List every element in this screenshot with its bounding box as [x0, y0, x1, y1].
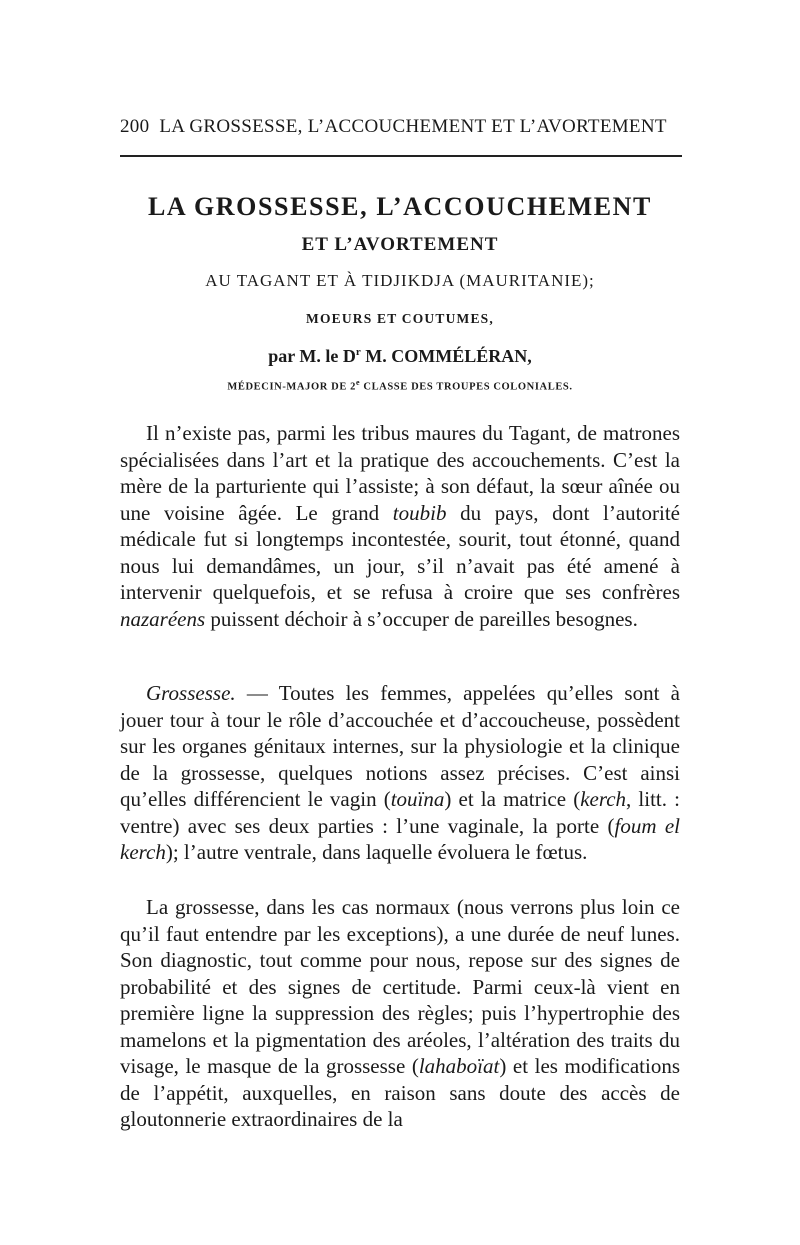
italic-term: nazaréens: [120, 606, 206, 631]
text-run: puissent déchoir à s’occuper de pareilles besognes.: [205, 606, 638, 631]
paragraph-diagnostic: [120, 894, 680, 1133]
text-run: ) et les modifications de l’appétit, auxquelles, en raison sans doute des accès de gloutonnerie extraordinaires de la: [120, 1054, 680, 1131]
italic-term: kerch: [580, 787, 627, 811]
text-run: Il n’existe pas, parmi les tribus maures du Tagant, de matrones spécialisées dans l’art et la pratique des accouchements. C’est la mère de la parturiente qui l’assiste; à son défaut, la sœur aînée ou une voisine âgée. Le grand: [120, 421, 680, 525]
affiliation-sup: e: [356, 378, 361, 387]
running-head-title: LA GROSSESSE, L’ACCOUCHEMENT ET L’AVORTEMENT: [159, 116, 667, 137]
author-byline: [100, 346, 700, 367]
text-run: du pays, dont l’autorité médicale fut si longtemps incontestée, sourit, tout étonné, quand nous lui demandâmes, un jour, s’il n’avait pas été amené à intervenir quelquefois, et se refusa à croire que ses confrères: [120, 500, 680, 604]
page-number: 200: [120, 116, 150, 137]
text-run: La grossesse, dans les cas normaux (nous verrons plus loin ce qu’il faut entendre par les exceptions), a une durée de neuf lunes. Son diagnostic, tout comme pour nous, repose sur des signes de probabilité et des signes de certitude. Parmi ceux-là vient en première ligne la suppression des règles; puis l’hypertrophie des mamelons et la pigmentation des aréoles, l’altération des traits du visage, le masque de la grossesse (: [120, 895, 680, 1078]
header-rule: [120, 155, 682, 157]
running-head: [120, 116, 680, 138]
section-heading: Grossesse.: [146, 681, 236, 705]
author-prefix: par M. le D: [268, 346, 356, 366]
text-run: — Toutes les femmes, appelées qu’elles sont à jouer tour à tour le rôle d’accouchée et d’accoucheuse, possèdent sur les organes génitaux internes, sur la physiologie et la clinique de la grossesse, quelques notions assez précises. C’est ainsi qu’elles différencient le vagin (: [120, 681, 680, 811]
text-run: ); l’autre ventrale, dans laquelle évoluera le fœtus.: [165, 840, 588, 864]
text-run: , litt. : ventre) avec ses deux parties : l’une vaginale, la porte (: [120, 787, 680, 838]
author-affiliation: [100, 378, 700, 393]
italic-term: foum el kerch: [120, 813, 680, 864]
article-subtitle: AU TAGANT ET À TIDJIKDJA (MAURITANIE);: [205, 271, 595, 290]
affiliation-pre: MÉDECIN-MAJOR DE 2: [227, 381, 357, 393]
paragraph-intro: [120, 420, 680, 632]
author-title-sup: r: [355, 346, 361, 358]
article-title-line2: ET L’AVORTEMENT: [301, 234, 499, 255]
paragraph-grossesse: [120, 680, 680, 866]
article-subtitle-line2: MOEURS ET COUTUMES,: [306, 311, 494, 326]
italic-term: lahaboïat: [418, 1054, 500, 1078]
affiliation-post: CLASSE DES TROUPES COLONIALES.: [360, 381, 573, 393]
text-run: ) et la matrice (: [444, 787, 581, 811]
italic-term: toubib: [392, 500, 447, 525]
author-name: M. COMMÉLÉRAN,: [360, 346, 532, 366]
article-title: LA GROSSESSE, L’ACCOUCHEMENT: [147, 192, 652, 221]
italic-term: touïna: [390, 787, 445, 811]
